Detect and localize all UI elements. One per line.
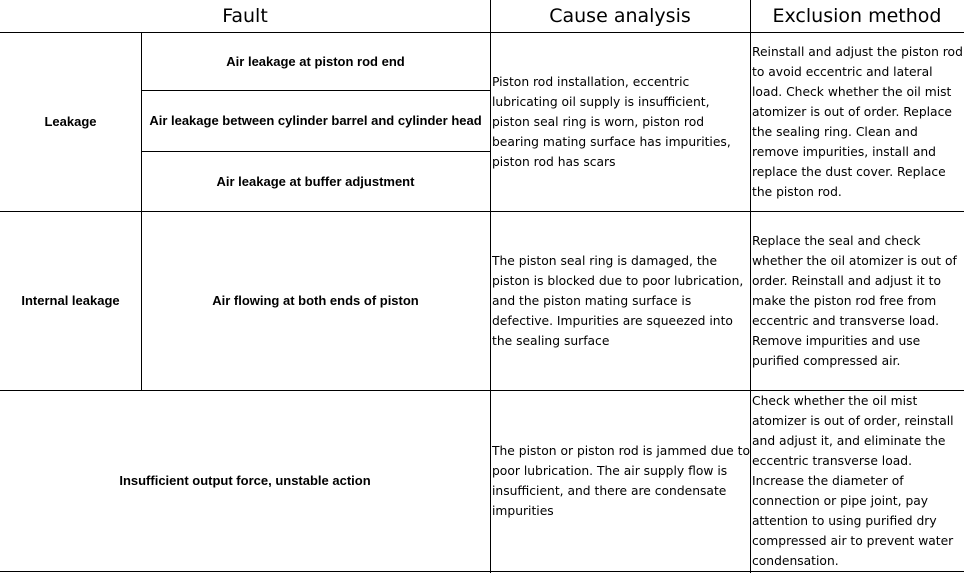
fault-insufficient-output: Insufficient output force, unstable action bbox=[119, 473, 371, 488]
cause-leakage bbox=[490, 32, 750, 211]
exclusion-leakage-text: Reinstall and adjust the piston rod to avoid eccentric and lateral load. Check whether the oil mist atomizer is out of order. Replace the sealing ring. Clean and remove impurities, install and replace the dust cover. Replace the piston rod. bbox=[752, 44, 963, 199]
header-fault: Fault bbox=[222, 5, 268, 27]
exclusion-leakage bbox=[750, 32, 964, 211]
category-internal-leakage: Internal leakage bbox=[21, 293, 120, 308]
cause-leakage-text: Piston rod installation, eccentric lubricating oil supply is insufficient, piston seal ring is worn, piston rod bearing mating surface has impurities, piston rod has scars bbox=[492, 74, 731, 169]
exclusion-internal bbox=[750, 211, 964, 390]
exclusion-internal-text: Replace the seal and check whether the oil atomizer is out of order. Reinstall and adjust it to make the piston rod free from eccentric and transverse load. Remove impurities and use purified compressed air. bbox=[752, 233, 957, 368]
cause-output bbox=[490, 390, 750, 571]
fault-air-flowing: Air flowing at both ends of piston bbox=[212, 293, 419, 308]
fault-piston-rod-end: Air leakage at piston rod end bbox=[226, 53, 405, 69]
divider bbox=[0, 571, 964, 572]
cause-internal bbox=[490, 211, 750, 390]
fault-barrel-head: Air leakage between cylinder barrel and cylinder head bbox=[149, 113, 482, 128]
header-cause-analysis: Cause analysis bbox=[549, 5, 691, 27]
category-leakage: Leakage bbox=[44, 114, 97, 129]
cause-output-text: The piston or piston rod is jammed due to poor lubrication. The air supply flow is insufficient, and there are condensate impurities bbox=[492, 443, 750, 518]
cause-internal-text: The piston seal ring is damaged, the piston is blocked due to poor lubrication, and the piston mating surface is defective. Impurities are squeezed into the sealing surface bbox=[492, 253, 744, 348]
exclusion-output-text: Check whether the oil mist atomizer is out of order, reinstall and adjust it, and eliminate the eccentric transverse load. Increase the diameter of connection or pipe joint, pay attention to using purified dry compressed air to prevent water condensation. bbox=[752, 393, 954, 568]
header-exclusion-method: Exclusion method bbox=[772, 5, 942, 27]
fault-buffer-adjustment: Air leakage at buffer adjustment bbox=[216, 173, 415, 189]
exclusion-output bbox=[750, 390, 964, 571]
